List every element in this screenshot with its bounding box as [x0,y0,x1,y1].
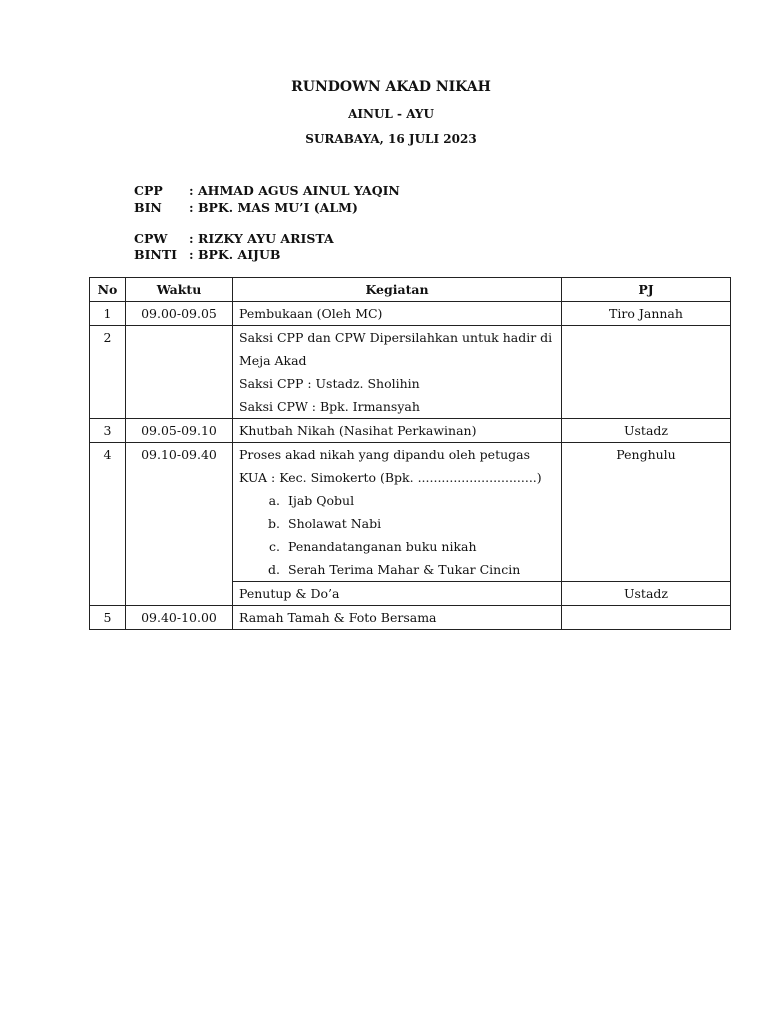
table-header-row [90,278,731,302]
kegiatan-line: Saksi CPP : Ustadz. Sholihin [239,376,420,391]
cell-pj: Penghulu [562,443,731,582]
header-waktu: Waktu [126,278,233,302]
cell-no: 3 [90,419,126,443]
kegiatan-line: KUA : Kec. Simokerto (Bpk. ..............................) [239,470,542,485]
cell-waktu: 09.05-09.10 [126,419,233,443]
couple-names: AINUL - AYU [348,107,434,121]
cell-kegiatan [233,582,562,606]
info-cpp-value: : AHMAD AGUS AINUL YAQIN [189,183,400,198]
info-binti [134,246,280,263]
cell-waktu: 09.10-09.40 [126,443,233,606]
kegiatan-line: Proses akad nikah yang dipandu oleh petugas [239,447,531,462]
kegiatan-line: Khutbah Nikah (Nasihat Perkawinan) [239,423,477,438]
header-no: No [90,278,126,302]
cell-kegiatan [233,302,562,326]
cell-no: 5 [90,606,126,630]
kegiatan-line: Ramah Tamah & Foto Bersama [239,610,437,625]
info-cpw-value: : RIZKY AYU ARISTA [189,231,334,246]
cell-no: 2 [90,326,126,419]
info-cpw [134,230,334,247]
rundown-table [89,277,731,630]
kegiatan-line: Pembukaan (Oleh MC) [239,306,383,321]
table-row [90,326,731,419]
header-kegiatan: Kegiatan [233,278,562,302]
cell-no: 1 [90,302,126,326]
info-binti-value: : BPK. AIJUB [189,247,281,262]
info-binti-label: BINTI [134,247,177,262]
cell-pj [562,326,731,419]
cell-waktu: 09.00-09.05 [126,302,233,326]
document-title: RUNDOWN AKAD NIKAH [291,79,491,95]
info-bin-label: BIN [134,200,162,215]
kegiatan-line: Saksi CPW : Bpk. Irmansyah [239,399,420,414]
table-row [90,302,731,326]
info-bin [134,199,358,216]
cell-kegiatan [233,419,562,443]
kegiatan-line: Saksi CPP dan CPW Dipersilahkan untuk hadir di [239,330,553,345]
info-cpp-label: CPP [134,183,163,198]
list-item: b. Sholawat Nabi [284,512,555,535]
list-item: a. Ijab Qobul [284,489,555,512]
cell-kegiatan [233,606,562,630]
kegiatan-line: Meja Akad [239,353,307,368]
table-row [90,606,731,630]
info-cpp [134,182,400,199]
info-bin-value: : BPK. MAS MU’I (ALM) [189,200,358,215]
cell-pj: Tiro Jannah [562,302,731,326]
kegiatan-line: Penutup & Do’a [239,586,340,601]
cell-kegiatan [233,326,562,419]
akad-sub-list [239,489,555,581]
cell-pj: Ustadz [562,419,731,443]
table-row [90,443,731,582]
cell-pj [562,606,731,630]
cell-waktu: 09.40-10.00 [126,606,233,630]
cell-waktu [126,326,233,419]
list-item: d. Serah Terima Mahar & Tukar Cincin [284,558,555,581]
cell-pj: Ustadz [562,582,731,606]
cell-kegiatan [233,443,562,582]
cell-no: 4 [90,443,126,606]
place-date: SURABAYA, 16 JULI 2023 [305,132,477,146]
list-item: c. Penandatanganan buku nikah [284,535,555,558]
info-cpw-label: CPW [134,231,168,246]
header-pj: PJ [562,278,731,302]
table-row [90,419,731,443]
